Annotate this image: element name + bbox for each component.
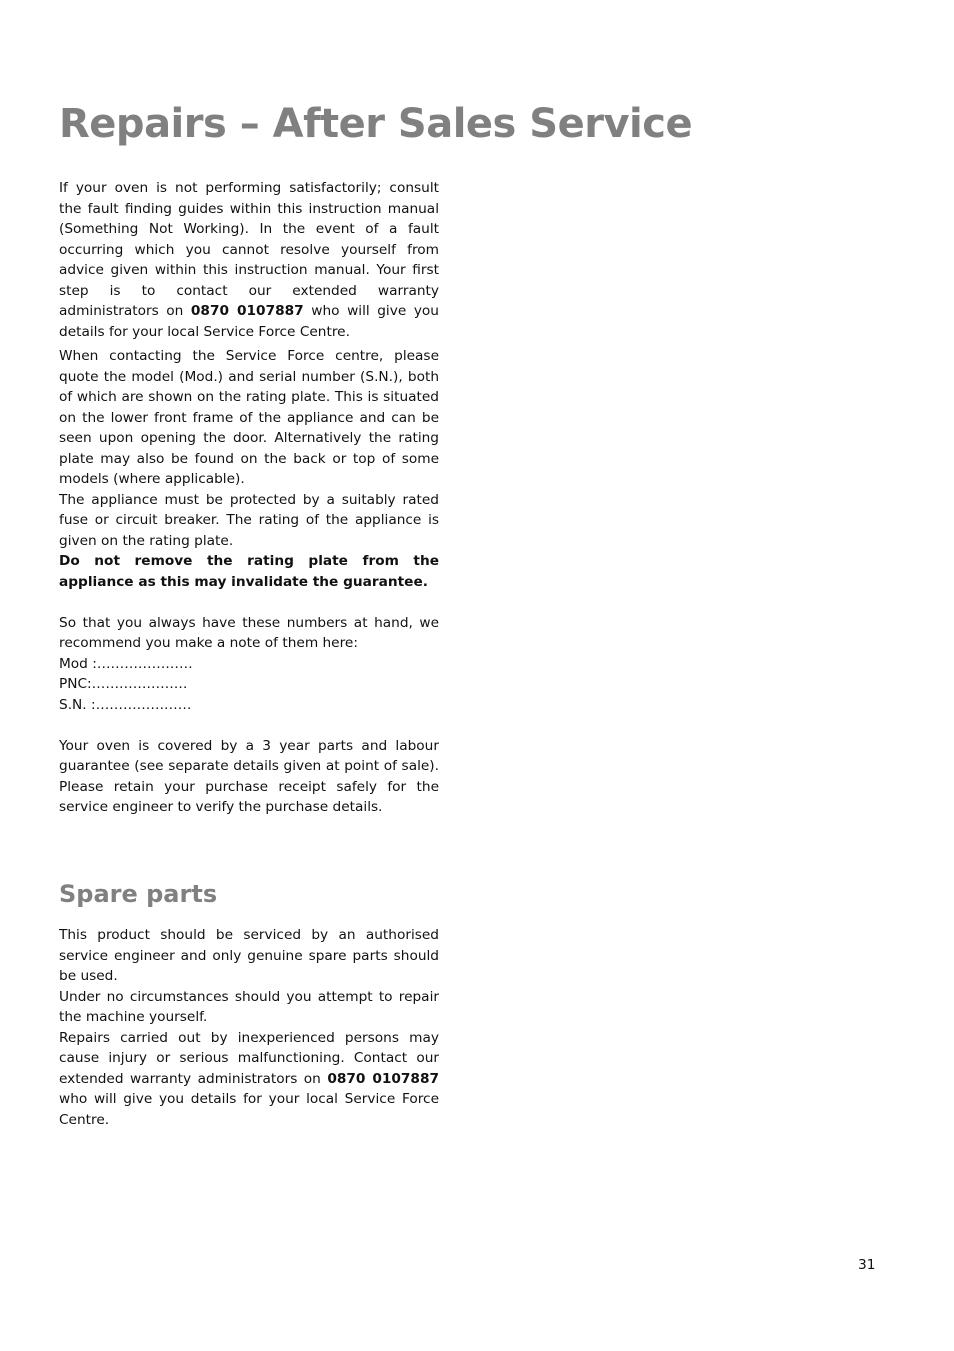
repairs-paragraph-contact bbox=[59, 178, 439, 342]
warranty-phone-number: 0870 0107887 bbox=[190, 303, 304, 319]
note-numbers-paragraph: So that you always have these numbers at hand, we recommend you make a note of them here: bbox=[59, 614, 439, 651]
spare-parts-heading: Spare parts bbox=[59, 880, 218, 908]
repairs-section bbox=[59, 178, 439, 818]
page-number: 31 bbox=[858, 1257, 876, 1273]
spare-contact-text-start: Repairs carried out by inexperienced persons may cause injury or serious malfunctioning. Contact our extended warranty administrators on bbox=[59, 1029, 439, 1087]
spare-parts-section bbox=[59, 925, 439, 1130]
contact-text-end: who will give you details for your local Service Force Centre. bbox=[59, 303, 439, 340]
spare-parts-paragraph-no-self-repair: Under no circumstances should you attempt to repair the machine yourself. bbox=[59, 988, 439, 1025]
rating-plate-warning: Do not remove the rating plate from the appliance as this may invalidate the guarantee. bbox=[59, 553, 439, 590]
contact-text-start: If your oven is not performing satisfactorily; consult the fault finding guides within this instruction manual (Something Not Working). In the event of a fault occurring which you cannot resolve yourself from advice given within this instruction manual. Your first step is to contact our extended warranty administrators on bbox=[59, 180, 439, 319]
mod-note-line: Mod :………………… bbox=[59, 655, 193, 672]
pnc-note-line: PNC:………………… bbox=[59, 676, 188, 692]
spare-parts-paragraph-contact bbox=[59, 1028, 439, 1131]
repairs-paragraph-rating-plate: When contacting the Service Force centre, please quote the model (Mod.) and serial number (S.N.), both of which are shown on the rating plate. This is situated on the lower front frame of the appliance and can be seen upon opening the door. Alternatively the rating plate may also be found on the back or top of some models (where applicable). bbox=[59, 348, 439, 487]
repairs-paragraph-fuse: The appliance must be protected by a suitably rated fuse or circuit breaker. The rating of the appliance is given on the rating plate. bbox=[59, 491, 439, 549]
spare-parts-paragraph-service: This product should be serviced by an authorised service engineer and only genuine spare parts should be used. bbox=[59, 927, 439, 984]
spare-parts-phone-number: 0870 0107887 bbox=[327, 1070, 439, 1087]
sn-note-line: S.N. :………………… bbox=[59, 696, 192, 713]
page-title: Repairs – After Sales Service bbox=[59, 101, 693, 147]
guarantee-paragraph: Your oven is covered by a 3 year parts and labour guarantee (see separate details given at point of sale). Please retain your purchase receipt safely for the service engineer to verify the purchase details. bbox=[59, 737, 439, 815]
spare-contact-text-end: who will give you details for your local Service Force Centre. bbox=[59, 1091, 439, 1128]
